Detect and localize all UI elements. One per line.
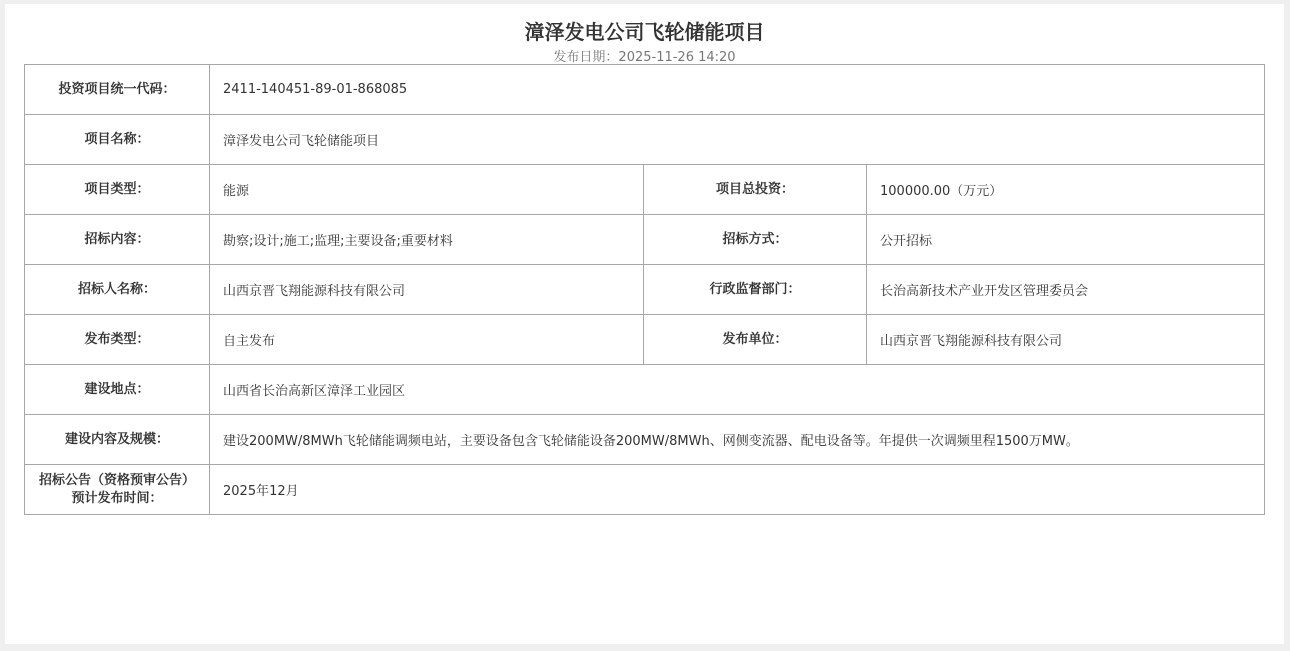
supervision-dept-label: 行政监督部门：: [644, 265, 867, 315]
table-row: [25, 415, 1265, 465]
table-row: [25, 465, 1265, 515]
project-info-table: [24, 64, 1265, 515]
tender-method-value: 公开招标: [867, 215, 1265, 265]
publish-date: 发布日期：2025-11-26 14:20: [553, 50, 736, 65]
expected-publish-time-value: 2025年12月: [210, 465, 1265, 515]
supervision-dept-value: 长治高新技术产业开发区管理委员会: [867, 265, 1265, 315]
project-code-label: 投资项目统一代码：: [25, 65, 210, 115]
table-row: [25, 365, 1265, 415]
table-row: [25, 165, 1265, 215]
tenderer-name-label: 招标人名称：: [25, 265, 210, 315]
tender-content-label: 招标内容：: [25, 215, 210, 265]
tender-content-value: 勘察;设计;施工;监理;主要设备;重要材料: [210, 215, 644, 265]
construction-site-value: 山西省长治高新区漳泽工业园区: [210, 365, 1265, 415]
table-row: [25, 265, 1265, 315]
project-name-label: 项目名称：: [25, 115, 210, 165]
tender-method-label: 招标方式：: [644, 215, 867, 265]
project-code-value: 2411-140451-89-01-868085: [210, 65, 1265, 115]
project-name-value: 漳泽发电公司飞轮储能项目: [210, 115, 1265, 165]
expected-publish-time-label: [25, 465, 210, 515]
construction-scale-value: 建设200MW/8MWh飞轮储能调频电站，主要设备包含飞轮储能设备200MW/8MWh、网侧变流器、配电设备等。年提供一次调频里程1500万MW。: [210, 415, 1265, 465]
publish-type-label: 发布类型：: [25, 315, 210, 365]
page-container: [5, 4, 1284, 644]
publish-unit-label: 发布单位：: [644, 315, 867, 365]
expected-publish-time-label-line2: 预计发布时间：: [71, 490, 163, 506]
construction-site-label: 建设地点：: [25, 365, 210, 415]
project-type-label: 项目类型：: [25, 165, 210, 215]
project-type-value: 能源: [210, 165, 644, 215]
page-title: 漳泽发电公司飞轮储能项目: [524, 20, 765, 44]
table-row: [25, 315, 1265, 365]
total-investment-label: 项目总投资：: [644, 165, 867, 215]
tenderer-name-value: 山西京晋飞翔能源科技有限公司: [210, 265, 644, 315]
table-row: [25, 215, 1265, 265]
table-row: [25, 65, 1265, 115]
construction-scale-label: 建设内容及规模：: [25, 415, 210, 465]
expected-publish-time-label-line1: 招标公告（资格预审公告）: [38, 472, 195, 488]
publish-type-value: 自主发布: [210, 315, 644, 365]
total-investment-value: 100000.00（万元）: [867, 165, 1265, 215]
publish-unit-value: 山西京晋飞翔能源科技有限公司: [867, 315, 1265, 365]
table-row: [25, 115, 1265, 165]
